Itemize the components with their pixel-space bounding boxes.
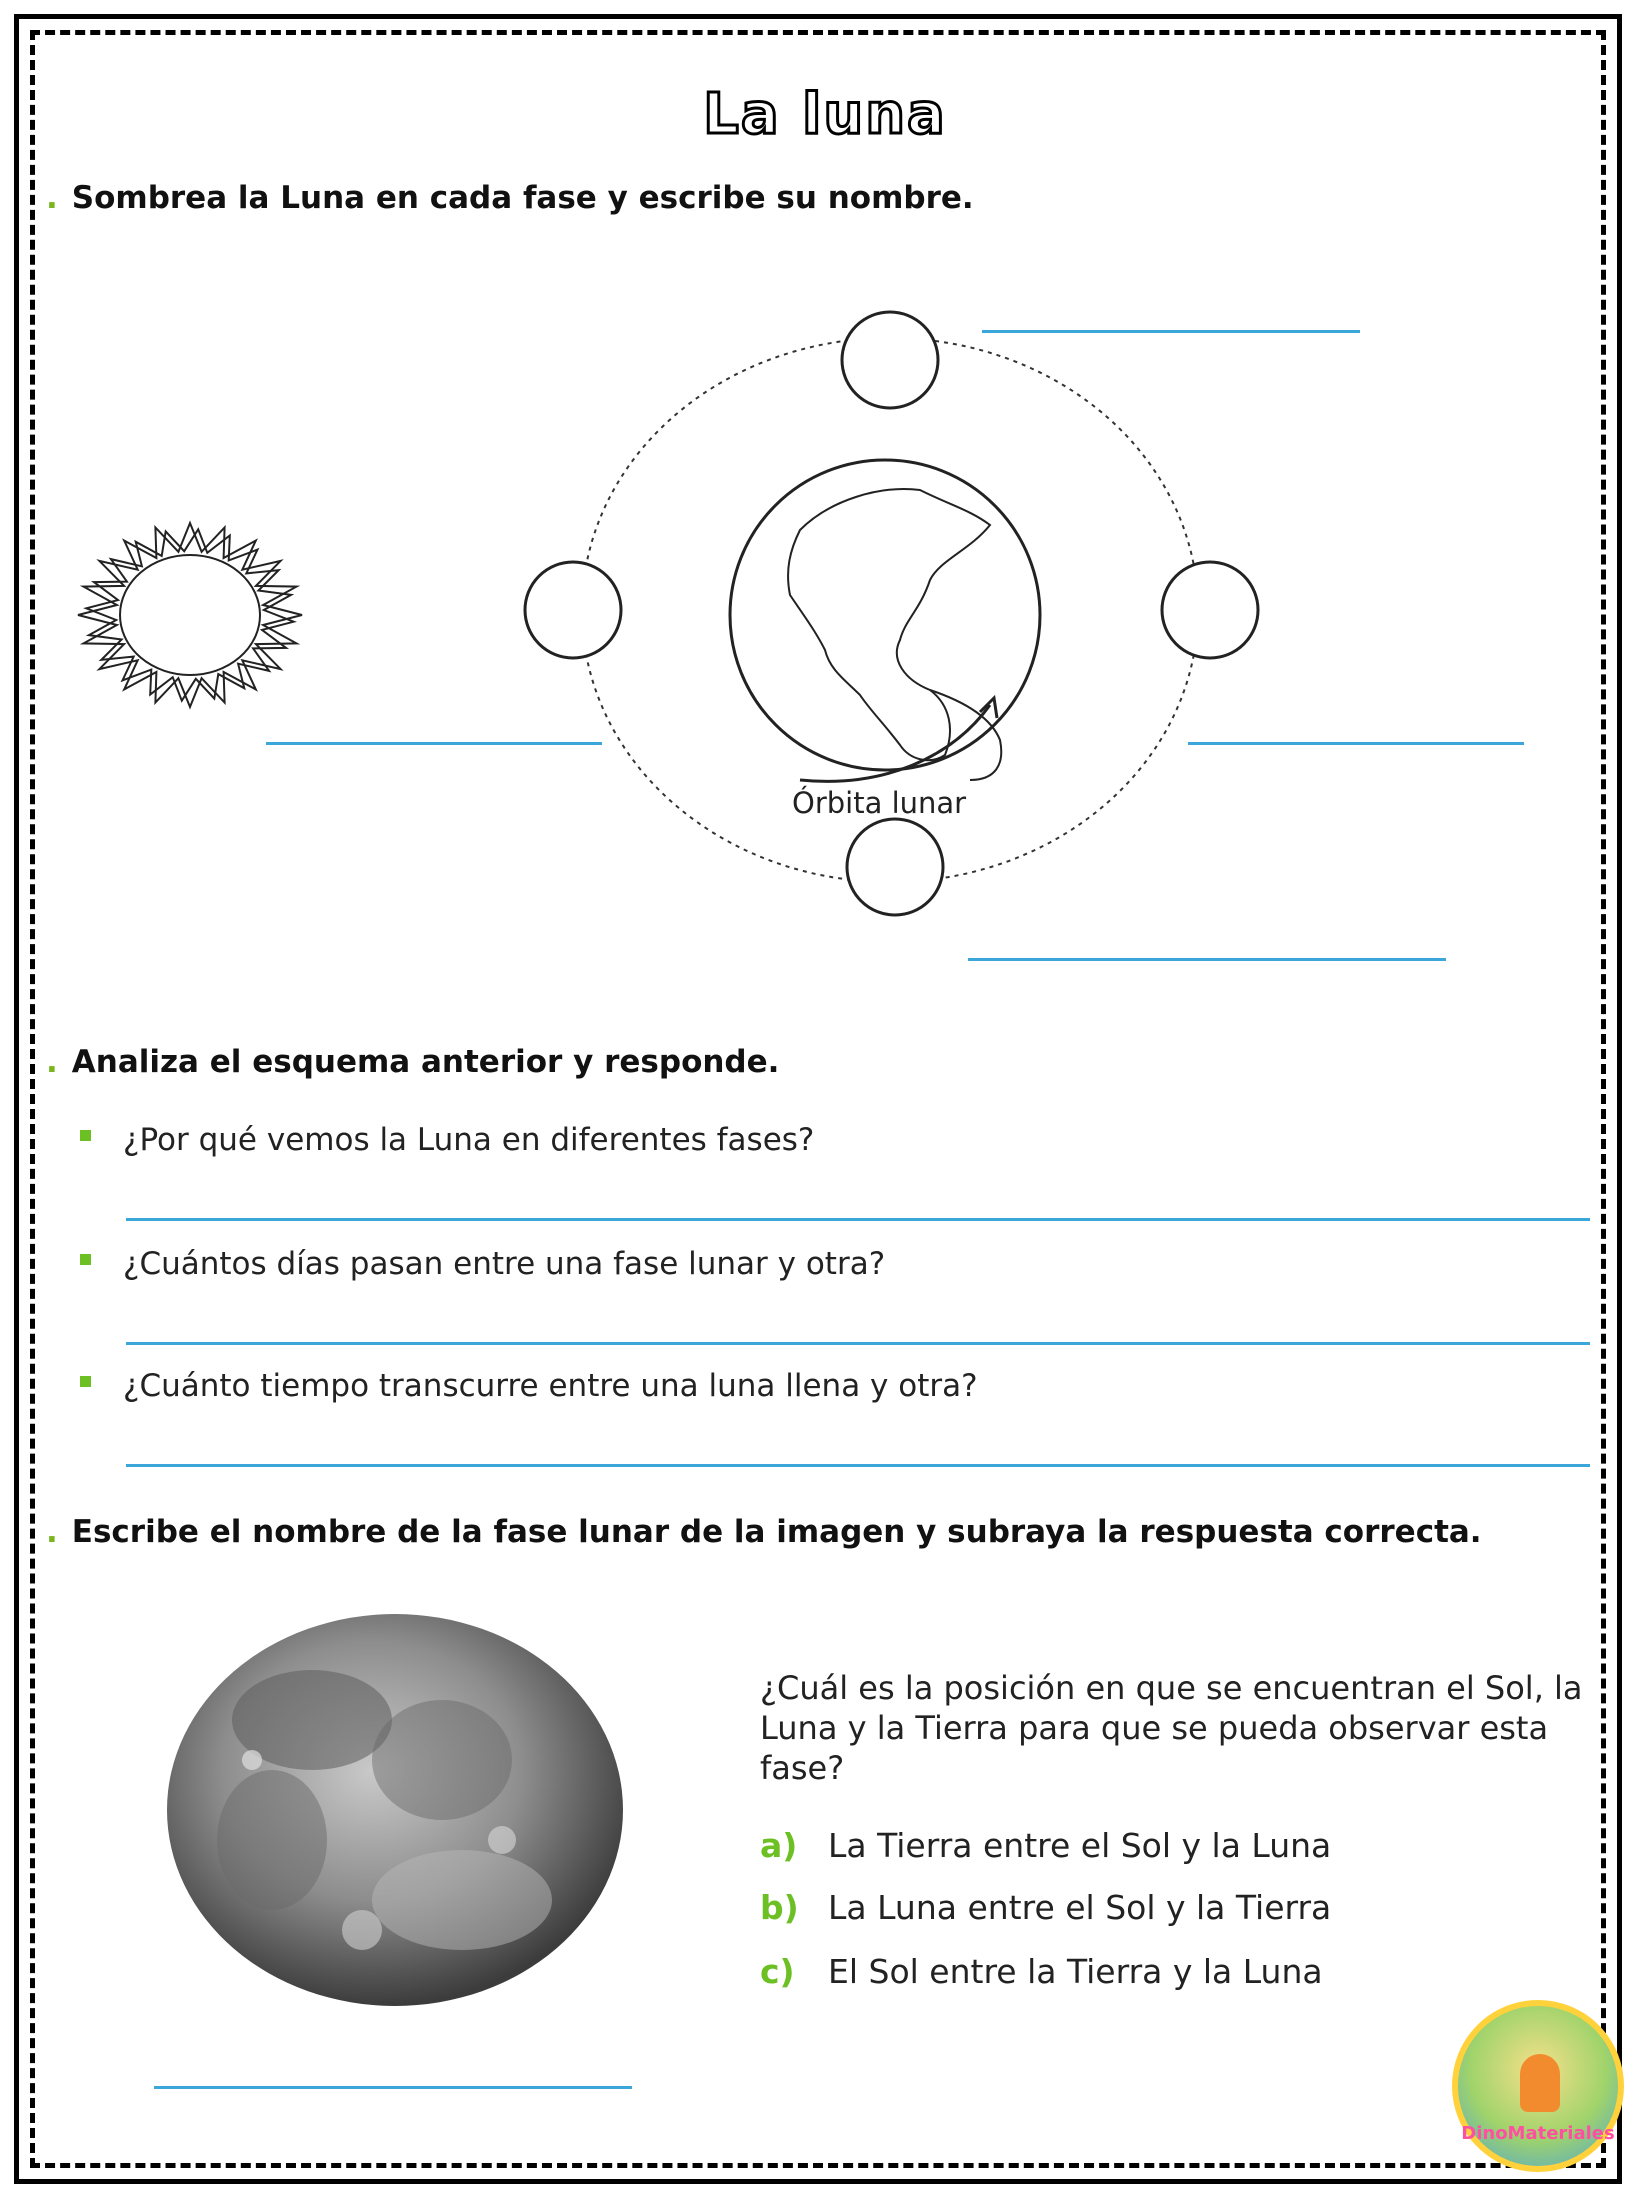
moon-phase-right[interactable] [1162,562,1258,658]
mcq-question: ¿Cuál es la posición en que se encuentran el Sol, la Luna y la Tierra para que se pueda observar esta fase? [760,1669,1583,1787]
question-1-text: ¿Por qué vemos la Luna en diferentes fases? [123,1122,815,1158]
dino-icon [1520,2054,1560,2112]
earth-icon [730,460,1040,780]
moon-phase-bottom[interactable] [847,819,943,915]
question-3-text: ¿Cuánto tiempo transcurre entre una luna llena y otra? [123,1368,978,1404]
question-1 [80,1122,814,1158]
answer-line-q1[interactable] [126,1218,1590,1221]
orbit-diagram [500,310,1300,930]
sun-icon [70,520,310,710]
option-b-letter: b) [760,1888,799,1927]
instruction-3-text: Escribe el nombre de la fase lunar de la imagen y subraya la respuesta correcta. [71,1514,1482,1550]
moon-phase-left[interactable] [525,562,621,658]
bullet-icon [80,1376,91,1387]
option-b[interactable] [760,1888,1331,1927]
option-c-text: El Sol entre la Tierra y la Luna [828,1952,1323,1991]
answer-line-q2[interactable] [126,1342,1590,1345]
moon-phase-top[interactable] [842,312,938,408]
logo-text: DinoMateriales [1461,2123,1615,2144]
bullet-icon [80,1130,91,1141]
question-3 [80,1368,978,1404]
page-title: La luna [703,82,947,147]
answer-line-top[interactable] [982,330,1360,333]
option-c[interactable] [760,1952,1323,1991]
answer-line-left[interactable] [266,742,602,745]
instruction-2: . Analiza el esquema anterior y responde. [46,1044,780,1080]
orbit-label: Órbita lunar [792,786,967,820]
instruction-3: . Escribe el nombre de la fase lunar de la imagen y subraya la respuesta correcta. [46,1514,1482,1550]
instruction-1: . Sombrea la Luna en cada fase y escribe su nombre. [46,180,974,216]
option-b-text: La Luna entre el Sol y la Tierra [828,1888,1332,1927]
logo-badge [1452,2000,1624,2172]
moon-photo [162,1610,628,2010]
answer-line-bottom[interactable] [968,958,1446,961]
option-c-letter: c) [760,1952,795,1991]
instruction-1-text: Sombrea la Luna en cada fase y escribe su nombre. [71,180,974,216]
instruction-2-text: Analiza el esquema anterior y responde. [71,1044,780,1080]
option-a-letter: a) [760,1826,798,1865]
question-2 [80,1246,885,1282]
answer-line-q3[interactable] [126,1464,1590,1467]
bullet-icon [80,1254,91,1265]
answer-line-moon[interactable] [154,2086,632,2089]
answer-line-right[interactable] [1188,742,1524,745]
option-a-text: La Tierra entre el Sol y la Luna [828,1826,1332,1865]
option-a[interactable] [760,1826,1331,1865]
question-2-text: ¿Cuántos días pasan entre una fase lunar y otra? [123,1246,886,1282]
